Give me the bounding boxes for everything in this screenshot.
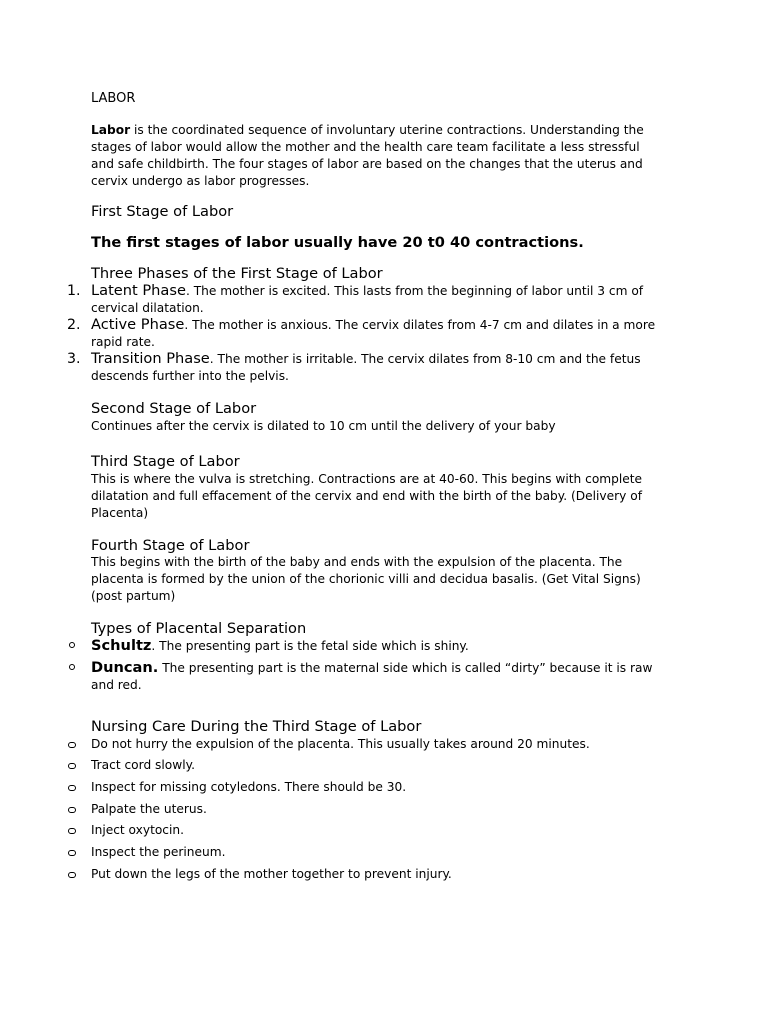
phase-term: Transition Phase (91, 350, 210, 367)
intro-term: Labor (91, 123, 131, 137)
phase-item: Active Phase. The mother is anxious. The cervix dilates from 4-7 cm and dilates in a more rapid rate. (91, 316, 656, 349)
separation-item: Duncan. The presenting part is the maternal side which is called “dirty” because it is raw and red. (91, 659, 653, 692)
second-stage-text: Continues after the cervix is dilated to 10 cm until the delivery of your baby (91, 419, 556, 433)
fourth-stage-heading: Fourth Stage of Labor (91, 537, 250, 554)
second-stage-heading: Second Stage of Labor (91, 400, 257, 417)
circle-bullet-icon (69, 642, 75, 648)
first-stage-note: The first stages of labor usually have 20 t0 40 contractions. (91, 234, 584, 251)
round-bullet-icon (68, 742, 76, 748)
phase-item: Transition Phase. The mother is irritable. The cervix dilates from 8-10 cm and the fetus descends further into the pelvis. (91, 350, 641, 383)
intro-line-2: stages of labor would allow the mother and the health care team facilitate a less stressful (91, 140, 640, 154)
circle-bullet-icon (69, 664, 75, 670)
round-bullet-icon (68, 807, 76, 813)
intro-line-1: Labor is the coordinated sequence of involuntary uterine contractions. Understanding the (91, 123, 644, 137)
third-stage-heading: Third Stage of Labor (91, 453, 240, 470)
round-bullet-icon (68, 850, 76, 856)
fourth-stage-text: This begins with the birth of the baby and ends with the expulsion of the placenta. The placenta is formed by the union of the chorionic villi and decidua basalis. (Get Vital Signs) (post partum) (91, 555, 641, 603)
nursing-item: Put down the legs of the mother together to prevent injury. (91, 867, 452, 881)
nursing-item: Inspect for missing cotyledons. There should be 30. (91, 780, 407, 794)
round-bullet-icon (68, 872, 76, 878)
phase-item: Latent Phase. The mother is excited. This lasts from the beginning of labor until 3 cm of cervical dilatation. (91, 282, 644, 315)
nursing-item: Tract cord slowly. (91, 758, 195, 772)
separation-term: Duncan. (91, 659, 159, 676)
phase-number: 3. (67, 351, 81, 367)
phase-number: 2. (67, 317, 81, 333)
phase-term: Latent Phase (91, 282, 186, 299)
separation-heading: Types of Placental Separation (91, 620, 307, 637)
first-stage-heading: First Stage of Labor (91, 203, 234, 220)
nursing-item: Do not hurry the expulsion of the placenta. This usually takes around 20 minutes. (91, 737, 590, 751)
third-stage-text: This is where the vulva is stretching. Contractions are at 40-60. This begins with complete dilatation and full effacement of the cervix and end with the birth of the baby. (Delivery of Placenta) (91, 472, 643, 520)
round-bullet-icon (68, 763, 76, 769)
nursing-item: Inject oxytocin. (91, 823, 184, 837)
nursing-item: Palpate the uterus. (91, 802, 207, 816)
intro-line-3: and safe childbirth. The four stages of labor are based on the changes that the uterus and (91, 157, 643, 171)
phase-term: Active Phase (91, 316, 185, 333)
intro-paragraph (91, 122, 691, 190)
separation-term: Schultz (91, 637, 152, 654)
round-bullet-icon (68, 828, 76, 834)
document-title: LABOR (91, 91, 136, 106)
round-bullet-icon (68, 785, 76, 791)
phase-number: 1. (67, 283, 81, 299)
separation-item: Schultz. The presenting part is the fetal side which is shiny. (91, 637, 469, 654)
nursing-item: Inspect the perineum. (91, 845, 226, 859)
intro-line-4: cervix undergo as labor progresses. (91, 174, 310, 188)
phases-heading: Three Phases of the First Stage of Labor (91, 265, 383, 282)
nursing-heading: Nursing Care During the Third Stage of Labor (91, 718, 422, 735)
